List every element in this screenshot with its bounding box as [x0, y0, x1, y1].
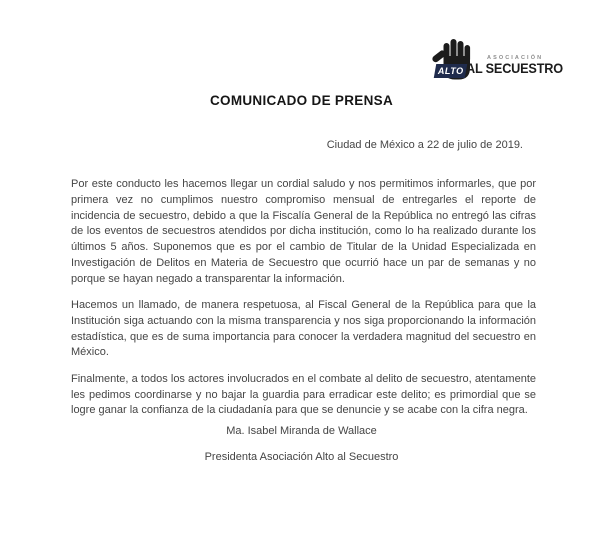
signature-role: Presidenta Asociación Alto al Secuestro	[204, 451, 399, 464]
logo-al-secuestro-label: AL SECUESTRO	[466, 61, 563, 76]
page-title: COMUNICADO DE PRENSA	[209, 93, 393, 108]
signature-block	[0, 424, 603, 477]
alto-badge-label: ALTO	[437, 65, 464, 76]
body-paragraph: Por este conducto les hacemos llegar un cordial saludo y nos permitimos informarles, que por primera vez no cumplimos nuestro compromiso mensual de entregarles el reporte de incidencia de secuestro, debido a que la Fiscalía General de la República no entregó las cifras de los eventos de secuestros atendidos por dicha institución, como lo ha realizado durante los últimos 5 años. Suponemos que es por el cambio de Titular de la Unidad Especializada en Investigación de Delitos en Materia de Secuestro que ocurrió hace un par de semanas y no porque se hayan negado a transparentar la información.	[71, 178, 536, 285]
signature-name: Ma. Isabel Miranda de Wallace	[226, 425, 377, 437]
body-paragraph: Hacemos un llamado, de manera respetuosa, al Fiscal General de la República para que la Institución siga actuando con la misma transparencia y nos siga proporcionando la información estadística, que es de suma importancia para conocer la verdadera magnitud del secuestro en México.	[71, 299, 536, 359]
dateline: Ciudad de México a 22 de julio de 2019.	[326, 139, 523, 151]
body-paragraph: Finalmente, a todos los actores involucrados en el combate al delito de secuestro, atentamente les pedimos coordinarse y no bajar la guardia para erradicar este delito; es primordial que se logre ganar la confianza de la ciudadanía para que se denuncie y se acabe con la cifra negra.	[71, 372, 536, 417]
logo-asociacion-label: ASOCIACIÓN	[487, 55, 544, 61]
alto-al-secuestro-logo	[431, 38, 563, 88]
body-text	[71, 177, 536, 430]
alto-badge	[434, 64, 467, 78]
